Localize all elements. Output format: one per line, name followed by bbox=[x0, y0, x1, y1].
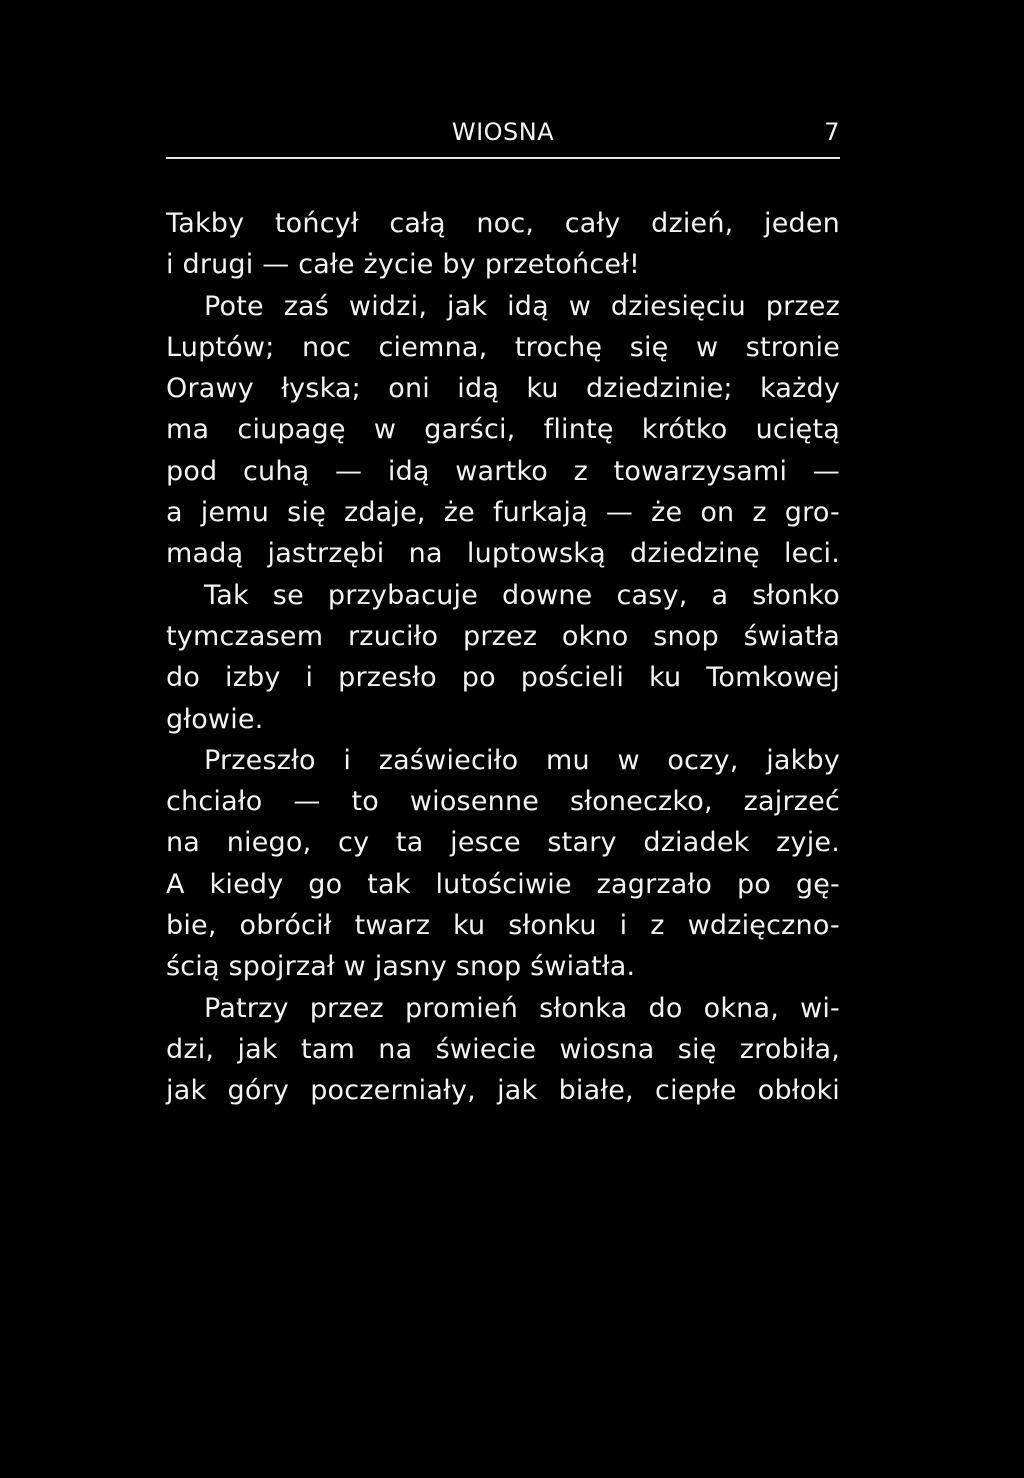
text-line: a jemu się zdaje, że furkają — że on z gro- bbox=[166, 497, 840, 529]
text-line: Takby tońcył całą noc, cały dzień, jeden bbox=[166, 208, 840, 239]
text-line: Pote zaś widzi, jak idą w dziesięciu przez bbox=[204, 290, 840, 322]
body-text bbox=[166, 203, 840, 1112]
text-line: madą jastrzębi na luptowską dziedzinę leci. bbox=[166, 538, 840, 570]
running-header bbox=[166, 118, 840, 150]
text-line: Orawy łyska; oni idą ku dziedzinie; każdy bbox=[166, 373, 840, 405]
text-line: pod cuhą — idą wartko z towarzysami — bbox=[166, 455, 840, 487]
text-line: Luptów; noc ciemna, trochę się w stronie bbox=[166, 331, 840, 363]
text-line: na niego, cy ta jesce stary dziadek zyje. bbox=[166, 827, 840, 859]
text-line: ma ciupagę w garści, flintę krótko uciętą bbox=[166, 414, 840, 446]
text-line: jak góry poczerniały, jak białe, ciepłe obłoki bbox=[166, 1075, 840, 1107]
text-line: chciało — to wiosenne słoneczko, zajrzeć bbox=[166, 786, 840, 818]
text-line: tymczasem rzuciło przez okno snop światła bbox=[166, 620, 840, 652]
header-rule bbox=[166, 157, 840, 159]
text-line: do izby i przesło po pościeli ku Tomkowej bbox=[166, 662, 840, 694]
text-line: Patrzy przez promień słonka do okna, wi- bbox=[204, 992, 840, 1024]
text-line: dzi, jak tam na świecie wiosna się zrobiła, bbox=[166, 1033, 840, 1065]
text-line: ścią spojrzał w jasny snop światła. bbox=[166, 951, 636, 983]
text-line: głowie. bbox=[166, 703, 264, 735]
text-line: Przeszło i zaświeciło mu w oczy, jakby bbox=[204, 744, 840, 776]
text-line: i drugi — całe życie by przetońceł! bbox=[166, 249, 641, 281]
text-line: Tak se przybacuje downe casy, a słonko bbox=[204, 579, 840, 611]
book-page bbox=[166, 118, 840, 1112]
text-line: A kiedy go tak lutościwie zagrzało po gę- bbox=[166, 868, 840, 900]
page-number: 7 bbox=[824, 118, 840, 146]
text-line: bie, obrócił twarz ku słonku i z wdzięczno- bbox=[166, 910, 840, 942]
chapter-title: WIOSNA bbox=[451, 118, 555, 146]
